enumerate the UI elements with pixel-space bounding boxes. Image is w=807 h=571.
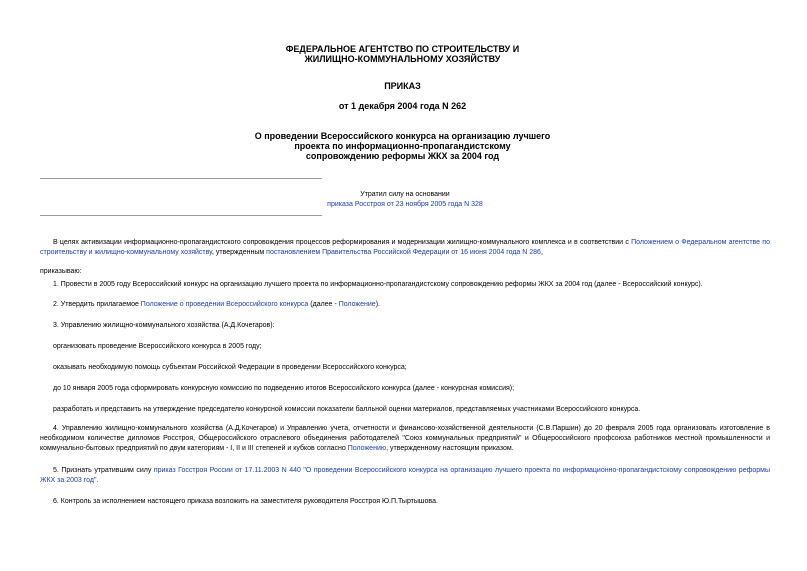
item-2-text-3: ). [375,301,380,308]
item-2 [40,300,770,309]
item-4-text-2: , утвержденному настоящим приказом. [386,445,514,452]
gosstroy-order-link[interactable]: приказ Госстроя России от 17.11.2003 N 440 "О проведении Всероссийского конкурса на организацию лучшего проекта по информационно-пропагандистскому сопровождению реформы ЖКХ за 2003 год" [40,467,770,484]
polozhenie-short-link[interactable]: Положение [338,301,376,308]
item-3-d: разработать и представить на утверждение председателю конкурсной комиссии показатели балльной оценки материалов, представляемых участниками Всероссийского конкурса. [53,406,641,413]
item-4-text-1: 4. Управлению жилищно-коммунального хозяйства (А.Д.Кочегаров) и Управлению учета, отчетности и финансово-хозяйственной деятельности (С.В.Паршин) до 20 февраля 2005 года организовать изготовление в необходимом количестве дипломов Росстроя, Общероссийского отраслевого объединения работодателей "Союз коммунальных предприятий" и Общероссийского профсоюза работников местной промышленности и коммунально-бытовых предприятий по двум категориям - I, II и III степеней и кубков согласно [40,425,770,452]
subject-line-3: сопровождению реформы ЖКХ за 2004 год [305,151,500,161]
polozhenie-contest-link[interactable]: Положение о проведении Всероссийского конкурса [140,301,309,308]
item-3-b: оказывать необходимую помощь субъектам Российской Федерации в проведении Всероссийского конкурса; [53,364,407,371]
item-6: 6. Контроль за исполнением настоящего приказа возложить на заместителя руководителя Росстроя Ю.П.Тыртышова. [53,498,438,505]
lost-force-note [300,190,510,210]
lost-force-text: Утратил силу на основании [360,191,450,198]
doc-date-number: от 1 декабря 2004 года N 262 [338,101,467,111]
doc-type: ПРИКАЗ [384,81,421,91]
item-3: 3. Управлению жилищно-коммунального хозяйства (А.Д.Кочегаров): [53,322,275,329]
item-4 [40,424,770,454]
prikazyvayu: приказываю: [40,268,82,275]
doc-subject [150,131,655,161]
item-1: 1. Провести в 2005 году Всероссийский конкурс на организацию лучшего проекта по информационно-пропагандистскому сопровождению реформы ЖКХ за 2004 год (далее - Всероссийский конкурс). [53,281,703,288]
lost-force-link[interactable]: приказа Росстроя от 23 ноября 2005 года N 328 [327,201,483,208]
item-2-text-1: 2. Утвердить прилагаемое [53,301,141,308]
intro-text-1: В целях активизации информационно-пропагандистского сопровождения процессов реформирования и модернизации жилищно-коммунального комплекса и в соответствии с [53,239,632,246]
agency-name [150,44,655,64]
polozhenie-item4-link[interactable]: Положению [347,445,387,452]
agency-line-1: ФЕДЕРАЛЬНОЕ АГЕНТСТВО ПО СТРОИТЕЛЬСТВУ И [285,44,520,54]
subject-line-1: О проведении Всероссийского конкурса на организацию лучшего [254,131,551,141]
item-5-text-1: 5. Признать утратившим силу [53,467,154,474]
item-2-text-2: (далее - [308,301,339,308]
item-5-text-2: . [96,477,99,484]
intro-text-2: , утвержденным [211,249,267,256]
agency-line-2: ЖИЛИЩНО-КОММУНАЛЬНОМУ ХОЗЯЙСТВУ [304,54,501,64]
item-5 [40,466,770,486]
intro-text-3: , [540,249,543,256]
subject-line-2: проекта по информационно-пропагандистскому [294,141,511,151]
intro-paragraph [40,238,770,258]
government-decree-link[interactable]: постановлением Правительства Российской Федерации от 16 июня 2004 года N 286 [266,249,541,256]
item-3-a: организовать проведение Всероссийского конкурса в 2005 году; [53,343,262,350]
divider-bottom [40,215,322,216]
item-3-c: до 10 января 2005 года сформировать конкурсную комиссию по подведению итогов Всероссийского конкурса (далее - конкурсная комиссия); [53,385,515,392]
polozhenie-agency-link[interactable]: Положением о Федеральном агентстве по строительству и жилищно-коммунальному хозяйству [40,239,770,256]
divider-top [40,178,322,179]
